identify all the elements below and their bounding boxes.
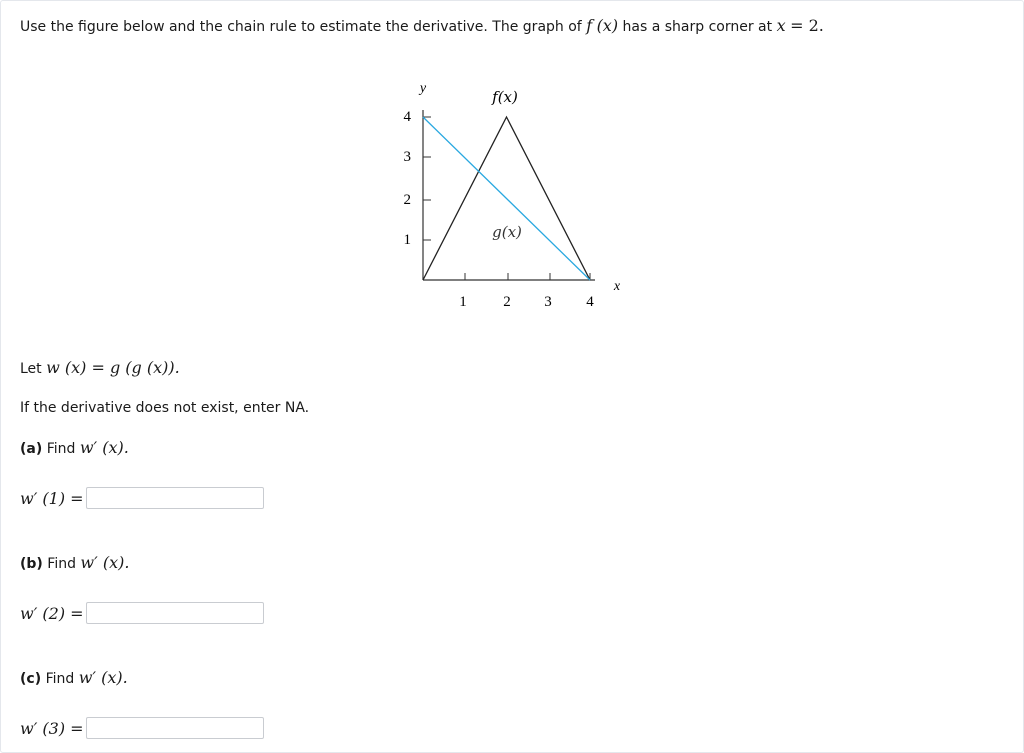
let-statement	[20, 357, 180, 380]
part-b-find: Find	[47, 556, 76, 572]
part-a-find: Find	[46, 441, 76, 457]
f-curve-label: f(x)	[492, 88, 518, 106]
part-c-find: Find	[45, 671, 75, 687]
intro-function-arg: (x)	[596, 16, 619, 35]
g-curve	[423, 117, 590, 280]
x-tick-label-4: 4	[586, 294, 594, 310]
function-graph	[385, 70, 645, 320]
x-tick-label-1: 1	[459, 294, 467, 310]
part-a-expression: w′ (x).	[79, 438, 129, 457]
intro-function-name: f	[586, 16, 593, 35]
part-c-answer-input[interactable]	[86, 717, 264, 739]
part-b-tag: (b)	[20, 556, 43, 572]
intro-equation: = 2.	[790, 16, 824, 35]
part-c-tag: (c)	[20, 671, 42, 687]
intro-text: Use the figure below and the chain rule to estimate the derivative. The graph of	[20, 19, 582, 35]
let-expression: w (x) = g (g (x)).	[46, 358, 180, 377]
intro-variable: x	[776, 16, 786, 35]
part-b-answer-label: w′ (2) =	[20, 603, 84, 623]
y-tick-label-4: 4	[403, 109, 411, 125]
part-c-answer-label: w′ (3) =	[20, 718, 84, 738]
note-text: If the derivative does not exist, enter NA.	[20, 400, 310, 416]
x-tick-label-3: 3	[544, 294, 552, 310]
part-a-answer-input[interactable]	[86, 487, 264, 509]
let-prefix: Let	[20, 361, 42, 377]
part-c-heading	[20, 667, 128, 690]
g-curve-label: g(x)	[492, 223, 522, 241]
part-c-expression: w′ (x).	[78, 668, 128, 687]
part-b-heading	[20, 552, 129, 575]
x-axis-label: x	[613, 279, 621, 294]
part-a-answer-row	[20, 485, 264, 511]
part-c-answer-row	[20, 715, 264, 741]
y-tick-label-3: 3	[403, 149, 411, 165]
part-b-answer-row	[20, 600, 264, 626]
y-axis-label: y	[419, 81, 427, 96]
y-tick-label-1: 1	[403, 232, 411, 248]
x-tick-label-2: 2	[503, 294, 511, 310]
part-b-expression: w′ (x).	[80, 553, 130, 572]
graph-svg	[385, 70, 645, 320]
part-b-answer-input[interactable]	[86, 602, 264, 624]
part-a-tag: (a)	[20, 441, 43, 457]
intro-text-2: has a sharp corner at	[622, 19, 773, 35]
part-a-heading	[20, 437, 129, 460]
part-a-answer-label: w′ (1) =	[20, 488, 84, 508]
y-tick-label-2: 2	[403, 192, 411, 208]
instruction-note	[20, 397, 309, 419]
problem-statement	[20, 14, 824, 39]
